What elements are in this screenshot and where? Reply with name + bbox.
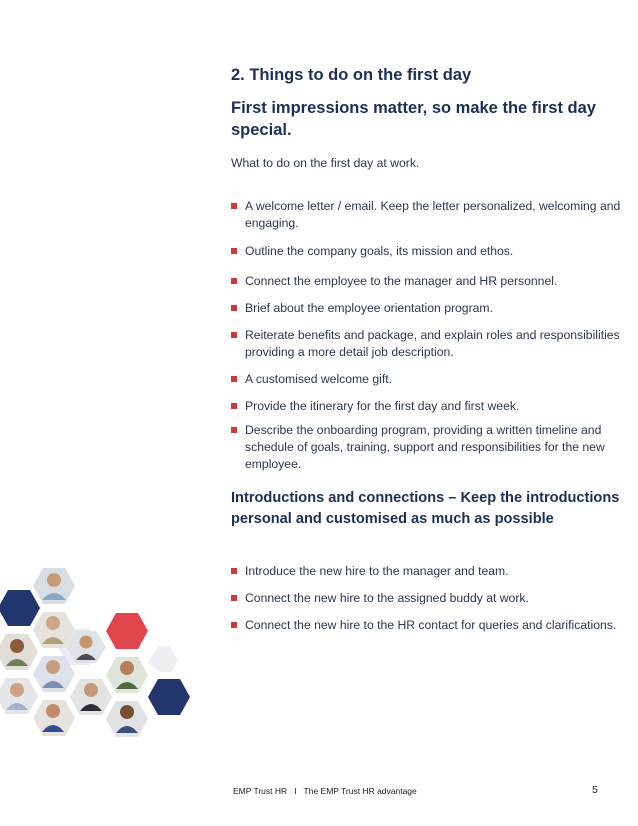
bullet-icon [231, 595, 237, 601]
portrait-hexagon [70, 679, 112, 715]
list-item [231, 371, 623, 388]
list-item-text: Describe the onboarding program, providing a written timeline and schedule of goals, training, support and responsibilities for the new employee. [245, 423, 605, 471]
list-item-text: A welcome letter / email. Keep the letter personalized, welcoming and engaging. [245, 199, 621, 230]
list-item [231, 590, 623, 607]
list-item-text: Introduce the new hire to the manager and team. [245, 564, 509, 578]
list-item-text: Brief about the employee orientation program. [245, 301, 493, 315]
list-item [231, 273, 623, 290]
portrait-hexagon [106, 701, 148, 737]
list-item-text: Connect the new hire to the assigned buddy at work. [245, 591, 529, 605]
list-item-text: Outline the company goals, its mission and ethos. [245, 244, 514, 258]
bullet-icon [231, 305, 237, 311]
introductions-heading: Introductions and connections – Keep the introductions personal and customised as much as possible [231, 490, 620, 527]
section-title: 2. Things to do on the first day [231, 66, 472, 84]
hexagon-photo-grid [0, 560, 200, 750]
subtitle: First impressions matter, so make the first day special. [231, 99, 596, 139]
list-item [231, 398, 623, 415]
bullet-icon [231, 427, 237, 433]
bullet-icon [231, 622, 237, 628]
list-item [231, 198, 623, 232]
list-item-text: Connect the new hire to the HR contact for queries and clarifications. [245, 618, 617, 632]
bullet-icon [231, 332, 237, 338]
bullet-icon [231, 568, 237, 574]
list-item [231, 617, 623, 634]
red-hexagon [106, 613, 148, 649]
bullet-icon [231, 403, 237, 409]
bullet-icon [231, 203, 237, 209]
list-item [231, 327, 623, 361]
portrait-hexagon [106, 657, 148, 693]
bullet-icon [231, 278, 237, 284]
portrait-hexagon [0, 634, 38, 670]
list-item-text: Connect the employee to the manager and HR personnel. [245, 274, 558, 288]
team-photo-collage [0, 560, 200, 750]
list-item-text: Provide the itinerary for the first day and first week. [245, 399, 520, 413]
list-item [231, 300, 623, 317]
list-item [231, 422, 623, 473]
list-item-text: A customised welcome gift. [245, 372, 392, 386]
bullet-icon [231, 248, 237, 254]
page-footer: EMP Trust HR I The EMP Trust HR advantage [233, 786, 417, 796]
bullet-icon [231, 376, 237, 382]
portrait-hexagon [33, 568, 75, 604]
navy-hexagon [0, 590, 40, 626]
list-item [231, 563, 623, 580]
intro-text: What to do on the first day at work. [231, 156, 420, 170]
list-item [231, 243, 623, 260]
navy-hexagon [148, 679, 190, 715]
portrait-hexagon [33, 700, 75, 736]
list-item-text: Reiterate benefits and package, and explain roles and responsibilities providing a more detail job description. [245, 328, 620, 359]
page-number: 5 [592, 784, 598, 796]
light-hexagon [148, 646, 178, 672]
portrait-hexagon [0, 678, 38, 714]
